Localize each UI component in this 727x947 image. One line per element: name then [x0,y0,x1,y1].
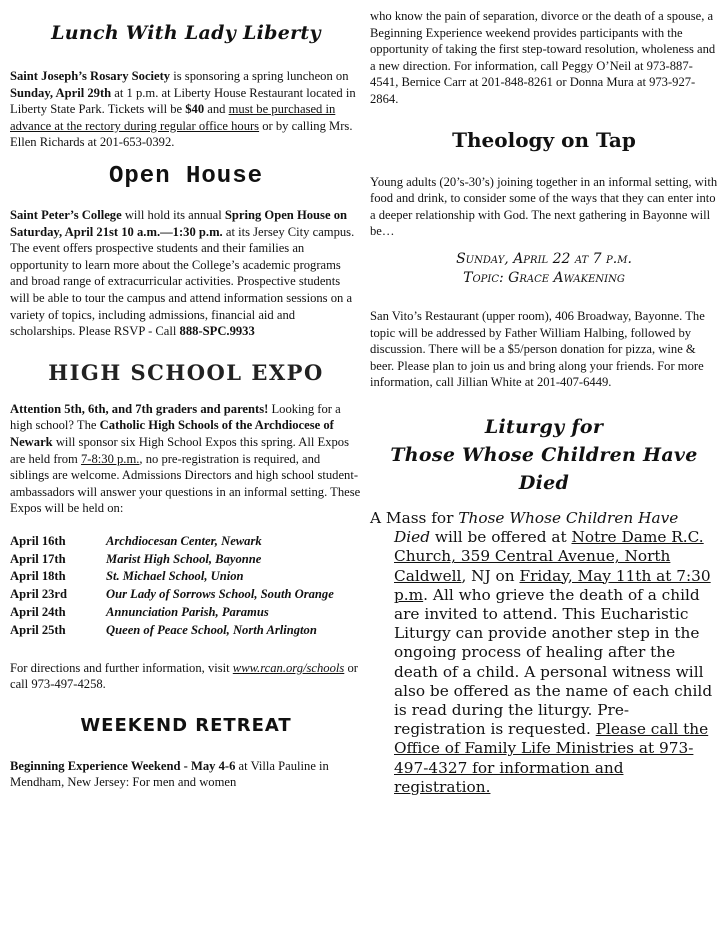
expo-text-5: or call 973-497-4258. [10,660,358,692]
schedule-date: April 18th [10,569,66,584]
expo-attention: Attention 5th, 6th, and 7th graders and parents! [10,401,269,416]
expo-body [10,401,362,517]
schedule-place: Our Lady of Sorrows School, South Orange [106,587,334,602]
lunch-section [10,22,362,151]
theology-event-topic: Topic: Grace Awakening [463,269,625,286]
retreat-body-continued: who know the pain of separation, divorce or the death of a spouse, a Beginning Experience weekend provides participants with the opportunity of taking the first step-toward resolution, wholeness and a new direction. For information, call Peggy O’Neil at 973-887-4541, Bernice Carr at 201-848-8261 or Donna Mura at 973-927-2864. [370,9,716,106]
expo-section [10,360,362,693]
liturgy-date: Friday, May 11th at 7:30 p.m [394,566,711,604]
liturgy-heading [370,413,718,497]
theology-details: San Vito’s Restaurant (upper room), 406 Broadway, Bayonne. The topic will be addressed by Father William Halbing, followed by discussion. There will be a $5/person donation for pizza, wine & beer. Please plan to join us and bring along your friends. For more information, call Jillian White at 201-407-6449. [370,308,705,390]
liturgy-body [370,509,718,797]
open-house-org: Saint Peter’s College [10,207,122,222]
schedule-item [10,533,362,551]
lunch-text-4: or by calling Mrs. Ellen Richards at 201-653-0392. [10,118,353,150]
retreat-text-1: at Villa Pauline in Mendham, New Jersey: For men and women [10,758,329,790]
retreat-section [10,715,362,791]
liturgy-heading-line-2: Those Whose Children Have Died [390,443,698,494]
schedule-item [10,622,362,640]
schedule-item [10,551,362,569]
open-house-heading: Open House [108,162,264,190]
theology-intro: Young adults (20’s-30’s) joining together in an informal setting, with food and drink, to consider some of the ways that they can enter into a deeper relationship with God. The next gathering in Bayonne will be… [370,174,718,239]
schedule-date: April 23rd [10,587,68,602]
theology-section [370,128,718,391]
open-house-text-1: will hold its annual [121,207,225,222]
lunch-heading: Lunch With Lady Liberty [51,22,321,44]
schedule-date: April 16th [10,533,66,548]
schedule-place: Marist High School, Bayonne [106,551,262,566]
liturgy-text-3: , NJ on [461,566,520,585]
lunch-advance-note: must be purchased in advance at the rectory during regular office hours [10,102,336,133]
expo-org: Catholic High Schools of the Archdiocese of Newark [10,418,334,449]
liturgy-call: Please call the Office of Family Life Ministries at 973-497-4327 for information and registration. [394,720,709,796]
schedule-item [10,586,362,604]
open-house-body [10,207,362,340]
lunch-body [10,68,362,151]
schedule-place: St. Michael School, Union [106,569,244,584]
retreat-heading: WEEKEND RETREAT [80,714,292,736]
expo-url-link[interactable]: www.rcan.org/schools [232,660,345,675]
lunch-date: Sunday, April 29th [10,85,112,100]
expo-footer [10,660,362,693]
open-house-section [10,163,362,340]
liturgy-text-2: will be offered at [430,528,572,547]
expo-text-3: , no pre-registration is required, and siblings are welcome. Admissions Directors and high school student-ambassadors will answer your questions in an informal setting. These Expos will be held on: [10,451,361,516]
expo-heading: HIGH SCHOOL EXPO [48,359,324,385]
schedule-date: April 25th [10,622,66,637]
left-column [10,0,362,791]
lunch-price: $40 [185,102,205,117]
right-column [370,0,718,797]
schedule-item [10,604,362,622]
schedule-place: Queen of Peace School, North Arlington [106,622,317,637]
lunch-text-2: at 1 p.m. at Liberty House Restaurant located in Liberty State Park. Tickets will be [10,85,356,117]
retreat-body-start [10,758,362,791]
theology-event-date: Sunday, April 22 at 7 p.m. [456,250,632,267]
expo-text-4: For directions and further information, visit [10,660,233,675]
schedule-place: Archdiocesan Center, Newark [106,533,262,548]
expo-schedule [10,533,362,640]
open-house-text-2: at its Jersey City campus. The event offers prospective students and their families an opportunity to learn more about the College’s academic programs and broad range of extracurricular activities. Prospective students will be able to tour the campus and attend information sessions on a variety of topics, including admissions, financial aid and scholarships. Please RSVP - Call [10,224,355,339]
expo-time: 7-8:30 p.m. [80,451,140,466]
lunch-text-1: is sponsoring a spring luncheon on [170,69,349,83]
retreat-name: Beginning Experience Weekend - May 4-6 [10,758,236,773]
liturgy-section [370,413,718,797]
liturgy-text-1: A Mass for [370,508,459,527]
expo-text-2: will sponsor six High School Expos this spring. All Expos are held from [10,434,349,466]
lunch-org: Saint Joseph’s Rosary Society [10,69,171,83]
liturgy-location: Notre Dame R.C. Church, 359 Central Avenue, North Caldwell [394,528,704,585]
schedule-date: April 24th [10,605,66,620]
lunch-text-3: and [204,102,229,117]
open-house-event: Spring Open House on Saturday, April 21st 10 a.m.—1:30 p.m. [10,207,347,239]
expo-text-1: Looking for a high school? The [10,401,341,433]
theology-heading: Theology on Tap [452,127,636,152]
open-house-phone: 888-SPC.9933 [179,324,255,339]
schedule-item [10,568,362,586]
schedule-date: April 17th [10,551,66,566]
liturgy-heading-line-1: Liturgy for [484,415,604,438]
liturgy-title: Those Whose Children Have Died [394,508,679,547]
schedule-place: Annunciation Parish, Paramus [106,605,269,620]
liturgy-text-4: . All who grieve the death of a child are invited to attend. This Eucharistic Liturgy can provide another step in the ongoing process of healing after the death of a child. A personal witness will also be offered as the name of each child is read during the liturgy. Pre-registration is requested. [394,585,713,739]
